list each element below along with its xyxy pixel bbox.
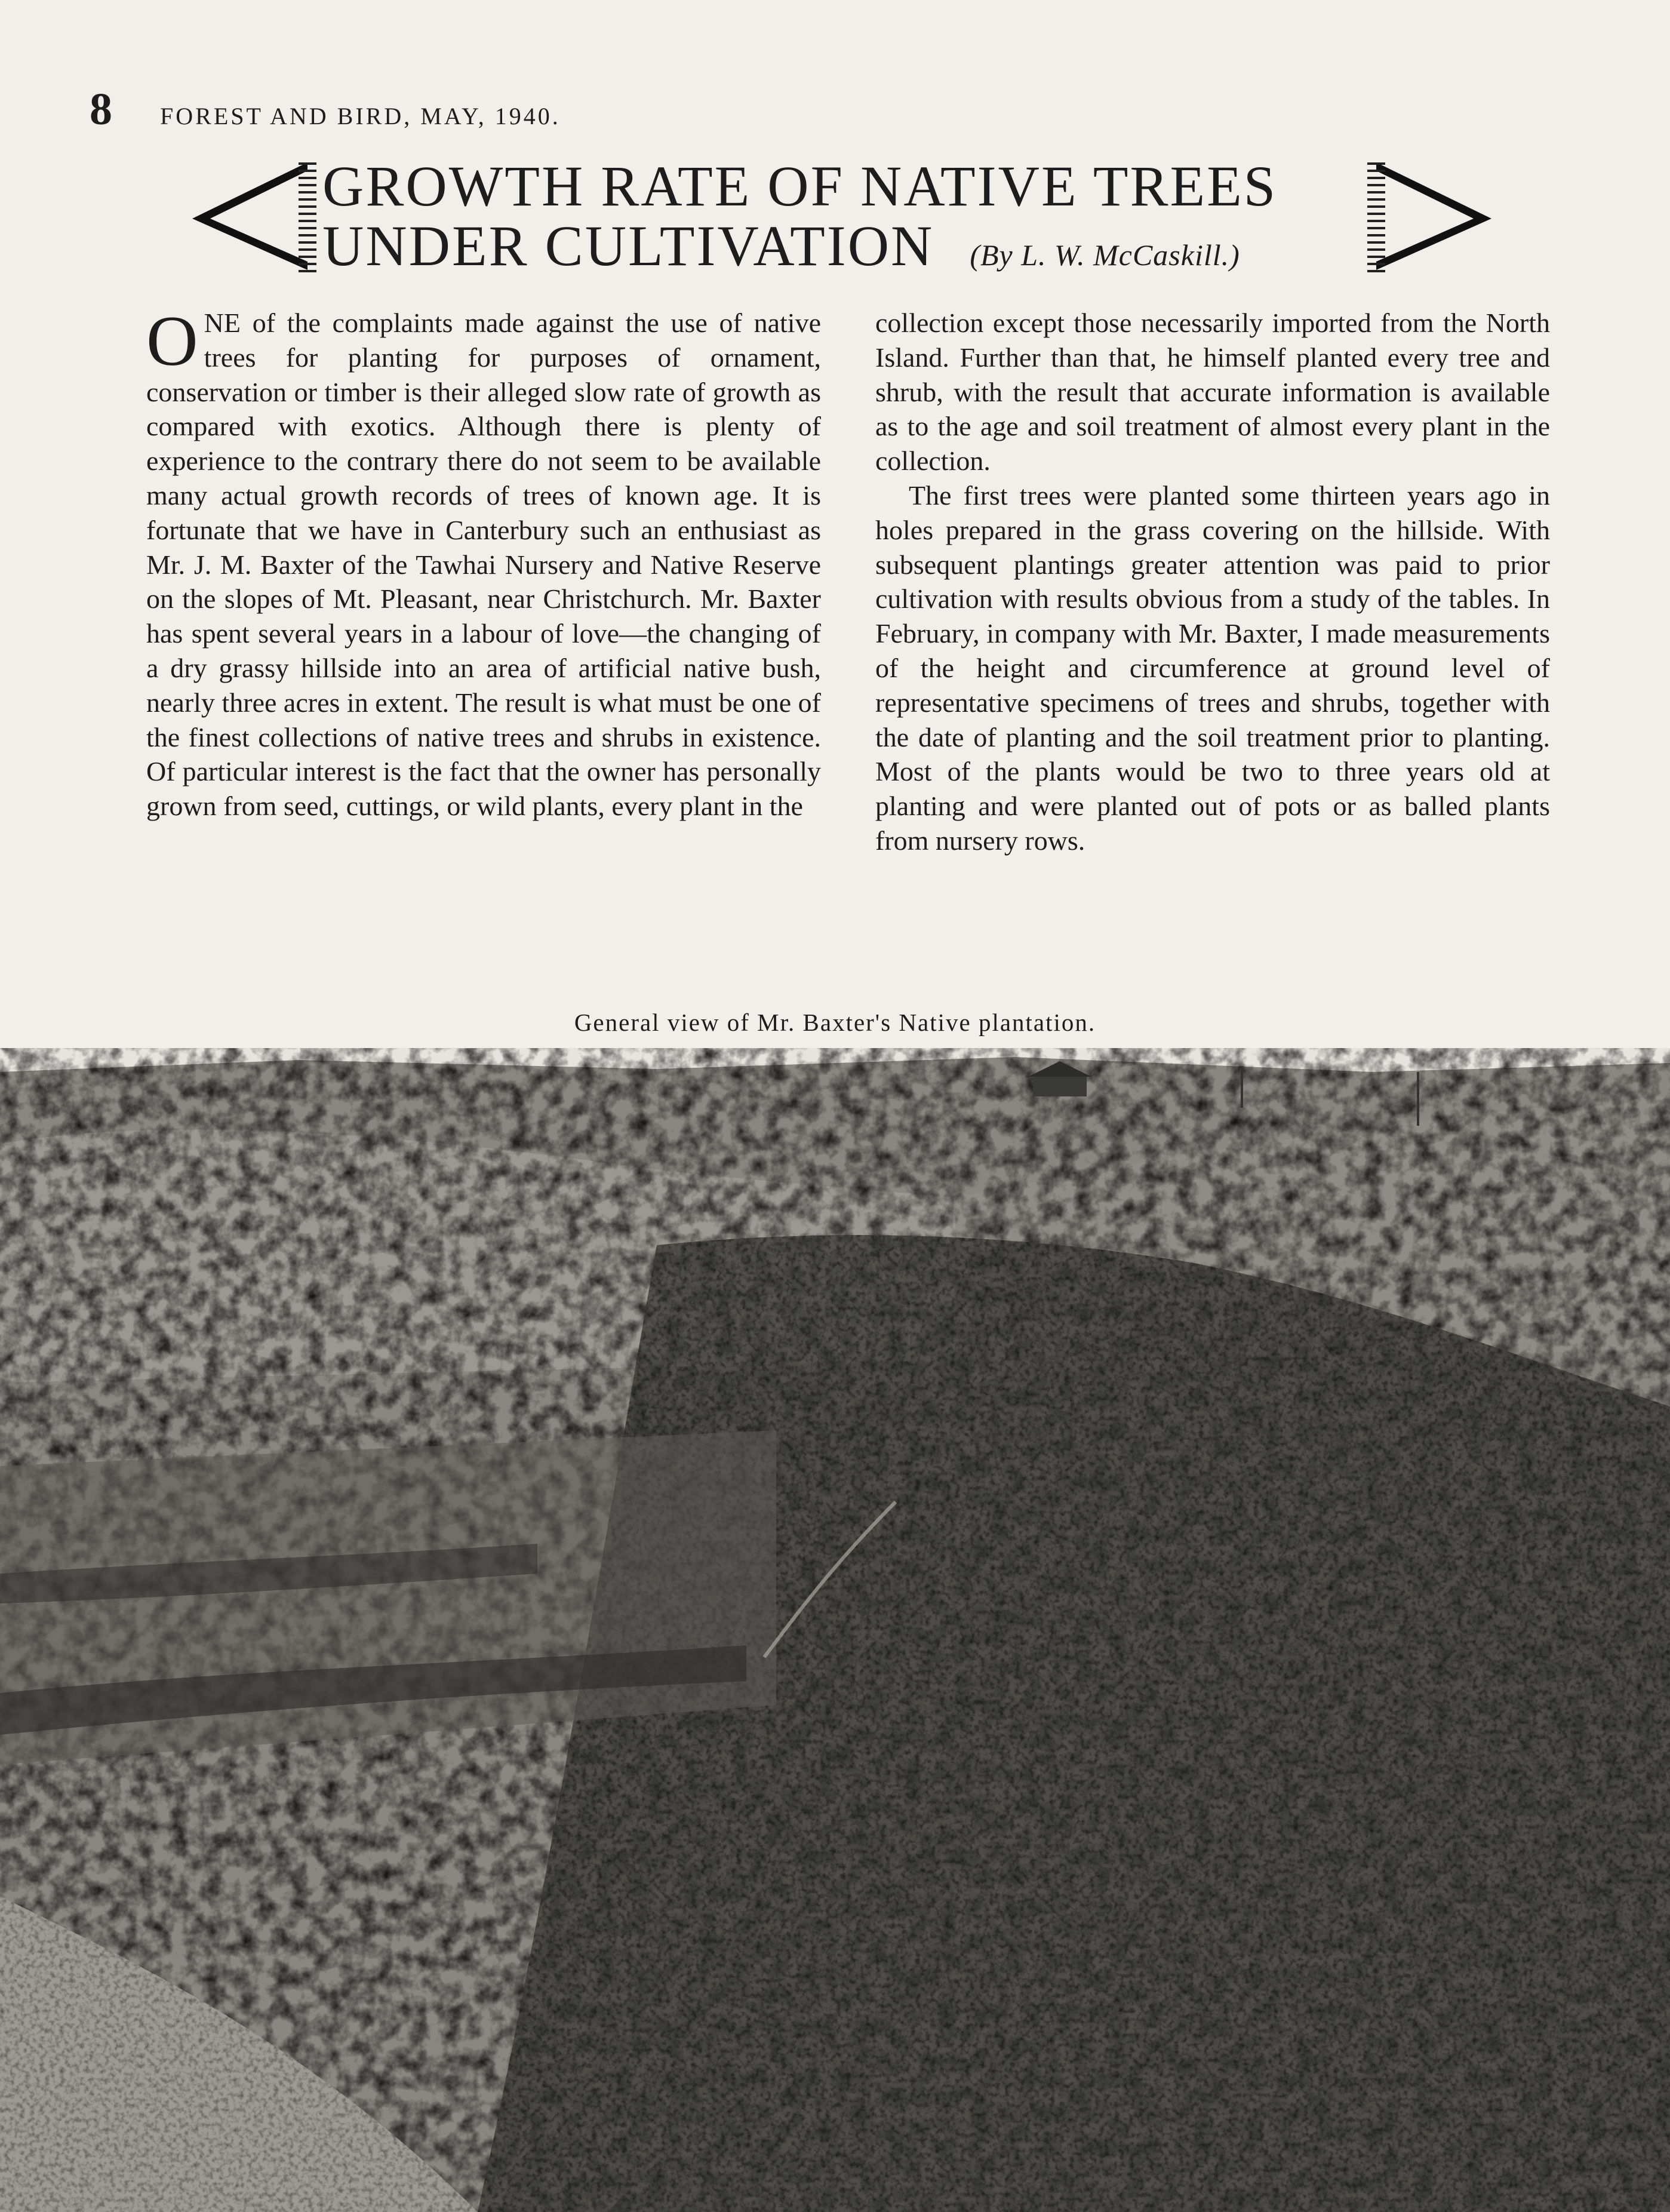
article-title-block <box>179 156 1505 276</box>
left-chevron-ornament <box>179 156 316 276</box>
paragraph-1-part-1: ONE of the complaints made against the use of native trees for planting for purposes of ornament, conservation or timber is their alleged slow rate of growth as compared with exotics. Although there is plenty of experience to the contrary there do not seem to be available many actual growth records of trees of known age. It is fortunate that we have in Canterbury such an enthusiast as Mr. J. M. Baxter of the Tawhai Nursery and Native Reserve on the slopes of Mt. Pleasant, near Christchurch. Mr. Baxter has spent several years in a labour of love—the changing of a dry grassy hillside into an area of artificial native bush, nearly three acres in extent. The result is what must be one of the finest collections of native trees and shrubs in existence. Of particular interest is the fact that the owner has personally grown from seed, cuttings, or wild plants, every plant in the <box>146 301 821 822</box>
right-chevron-ornament <box>1367 156 1505 276</box>
title-line-2-text: UNDER CULTIVATION <box>322 214 934 278</box>
running-header <box>90 84 561 136</box>
title-line-1: GROWTH RATE OF NATIVE TREES <box>322 154 1278 218</box>
article-column-left <box>146 301 821 824</box>
running-head: FOREST AND BIRD, MAY, 1940. <box>160 103 561 130</box>
figure-caption: General view of Mr. Baxter's Native plantation. <box>574 1009 1096 1036</box>
paragraph-2: The first trees were planted some thirteen years ago in holes prepared in the grass covering on the hillside. With subsequent plantings greater attention was paid to prior cultivation with results obvious from a study of the tables. In February, in company with Mr. Baxter, I made measurements of the height and circumference at ground level of representative specimens of trees and shrubs, together with the date of planting and the soil treatment prior to planting. Most of the plants would be two to three years old at planting and were planted out of pots or as balled plants from nursery rows. <box>875 480 1550 856</box>
byline: (By L. W. McCaskill.) <box>970 238 1240 272</box>
article-title <box>322 156 1361 276</box>
page-number: 8 <box>90 84 112 134</box>
paragraph-1-part-2: collection except those necessarily imported from the North Island. Further than that, he himself planted every tree and shrub, with the result that accurate information is available as to the age and soil treatment of almost every plant in the collection. <box>875 308 1550 477</box>
title-line-2 <box>322 216 1240 285</box>
article-column-right <box>875 306 1550 858</box>
plantation-photograph <box>0 1048 1670 2212</box>
